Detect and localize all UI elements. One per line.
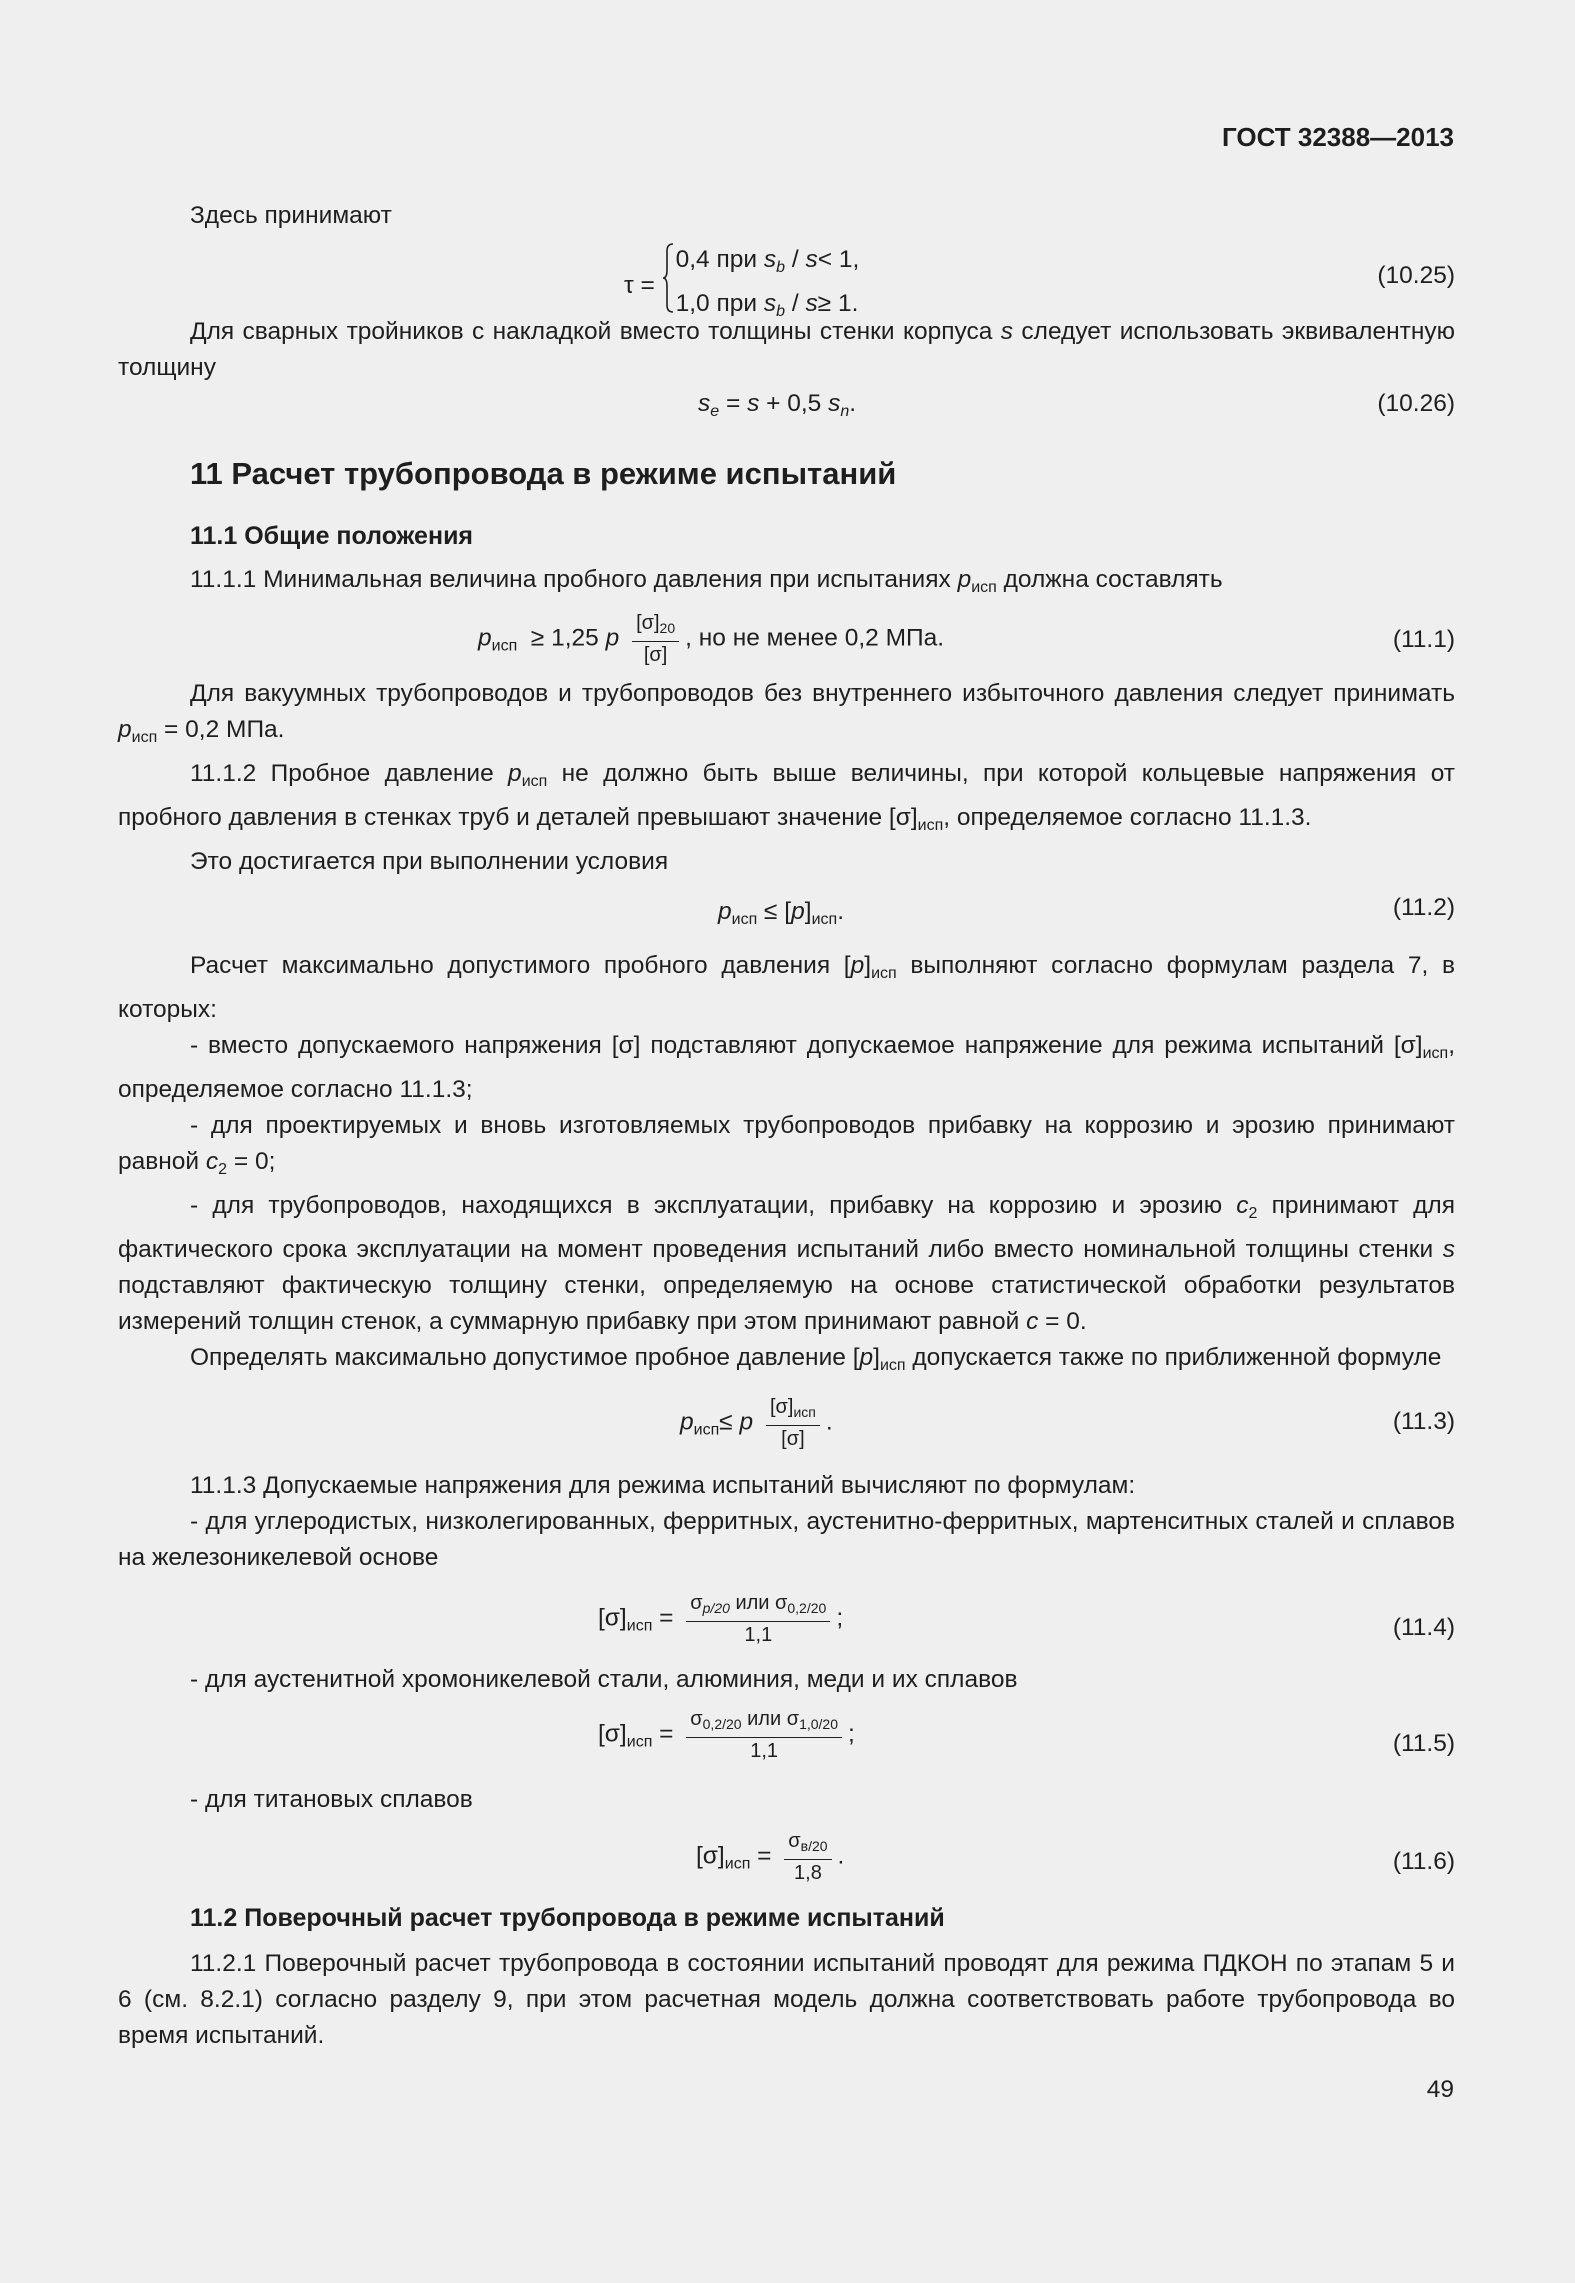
brace-icon: [662, 242, 674, 314]
equation-number: (11.6): [1392, 1848, 1455, 1875]
document-header: ГОСТ 32388—2013: [1222, 122, 1454, 152]
equation-number: (11.3): [1392, 1408, 1455, 1435]
equation-11-6-body: $[\sigma]_{исп}$ = $\frac{\sigma_{в/20}}{1,8}$ .: [696, 1830, 845, 1884]
equation-11-2: [118, 894, 1455, 930]
bullet-austenitic: - для аустенитной хромоникелевой стали, алюминия, меди и их сплавов: [190, 1666, 1018, 1693]
para-welded-tee: Для сварных тройников с накладкой вместо толщины стенки корпуса s следует использовать эквивалентную толщину: [118, 318, 1455, 381]
para-11-1-2: 11.1.2 Пробное давление $p_{исп}$ не должно быть выше величины, при которой кольцевые напряжения от пробного давления в стенках труб и деталей превышают значение $[\sigma]_{исп}$, определяемое согласно 11.1.3.: [118, 760, 1456, 834]
equation-11-4-body: $[\sigma]_{исп}$ = $\frac{\sigma_{p/20} или \sigma_{0,2/20}}{1,1}$ ;: [598, 1592, 844, 1646]
document-body: [118, 198, 1455, 2054]
case-1: 0,4 при $s_b / s< 1$,: [675, 246, 860, 276]
section-11-heading: 11 Расчет трубопровода в режиме испытаний: [190, 456, 897, 491]
para-achieved: Это достигается при выполнении условия: [190, 848, 669, 875]
para-approx: Определять максимально допустимое пробное давление $[p]_{исп}$ допускается также по приближенной формуле: [190, 1344, 1442, 1374]
equation-11-6: [118, 1828, 1455, 1906]
bullet-operating-pipelines: - для трубопроводов, находящихся в эксплуатации, прибавку на коррозию и эрозию $c_2$ принимают для фактического срока эксплуатации на момент проведения испытаний либо вместо номинальной толщины стенки s подставляют фактическую толщину стенки, определяемую на основе статистической обработки результатов измерений толщин стенок, а суммарную прибавку при этом принимают равной c = 0.: [118, 1192, 1455, 1335]
equation-11-2-body: $p_{исп} \le [p]_{исп}$.: [718, 898, 844, 928]
equation-10-25-body: [624, 242, 859, 330]
fraction: $\frac{\sigma_{0,2/20} или \sigma_{1,0/20}}{1,1}$: [686, 1706, 842, 1764]
bullet-titanium: - для титановых сплавов: [190, 1786, 473, 1813]
fraction: $\frac{[\sigma]_{исп}}{[\sigma]}$: [766, 1394, 820, 1452]
fraction: $\frac{[\sigma]_{20}}{[\sigma]}$: [632, 610, 679, 668]
equation-number: (10.26): [1377, 390, 1455, 417]
brace: [662, 242, 860, 330]
equation-11-5: [118, 1706, 1455, 1784]
equation-number: (11.4): [1392, 1614, 1455, 1641]
equation-11-1-body: $p_{исп} \ge 1,25$ p $\frac{[\sigma]_{20}}{[\sigma]}$ , но не менее 0,2 МПа.: [478, 612, 945, 666]
equation-number: (11.2): [1392, 894, 1455, 921]
para-vacuum: Для вакуумных трубопроводов и трубопроводов без внутреннего избыточного давления следует принимать $p_{исп} = 0,2$ МПа.: [118, 680, 1455, 746]
para-11-2-1: 11.2.1 Поверочный расчет трубопровода в состоянии испытаний проводят для режима ПДКОН по этапам 5 и 6 (см. 8.2.1) согласно разделу 9, при этом расчетная модель должна соответствовать работе трубопровода во время испытаний.: [118, 1950, 1455, 2049]
para-11-1-1: 11.1.1 Минимальная величина пробного давления при испытаниях $p_{исп}$ должна составлять: [190, 566, 1223, 596]
equation-11-3-body: $p_{исп}\le p$ $\frac{[\sigma]_{исп}}{[\sigma]}$ .: [680, 1396, 833, 1450]
equation-10-26-body: $s_e = s + 0,5$ $s_n$.: [698, 390, 857, 420]
equation-number: (10.25): [1377, 262, 1455, 289]
bullet-replace-sigma: - вместо допускаемого напряжения [σ] подставляют допускаемое напряжение для режима испытаний $[\sigma]_{исп}$, определяемое согласно 11.1.3;: [118, 1032, 1455, 1103]
equation-10-26: [118, 386, 1455, 422]
section-11-2-heading: 11.2 Поверочный расчет трубопровода в режиме испытаний: [190, 1904, 945, 1932]
equation-number: (11.5): [1392, 1730, 1455, 1757]
section-11-1-heading: 11.1 Общие положения: [190, 522, 474, 550]
equation-11-4: [118, 1590, 1455, 1668]
bullet-new-pipelines: - для проектируемых и вновь изготовляемых трубопроводов прибавку на коррозию и эрозию принимают равной $c_2 = 0$;: [118, 1112, 1455, 1178]
equation-11-5-body: $[\sigma]_{исп}$ = $\frac{\sigma_{0,2/20} или \sigma_{1,0/20}}{1,1}$ ;: [598, 1708, 855, 1762]
equation-11-3: [118, 1392, 1455, 1464]
equation-lhs: τ =: [624, 272, 655, 299]
para-calc: Расчет максимально допустимого пробного давления $[p]_{исп}$ выполняют согласно формулам раздела 7, в которых:: [118, 952, 1455, 1023]
page-number: 49: [1426, 2076, 1454, 2103]
fraction: $\frac{\sigma_{p/20} или \sigma_{0,2/20}}{1,1}$: [686, 1590, 830, 1648]
equation-number: (11.1): [1392, 626, 1455, 653]
equation-11-1: [118, 608, 1455, 672]
para-11-1-3: 11.1.3 Допускаемые напряжения для режима испытаний вычисляют по формулам:: [190, 1472, 1136, 1499]
equation-10-25: [118, 242, 1455, 320]
bullet-carbon-steels: - для углеродистых, низколегированных, ферритных, аустенитно-ферритных, мартенситных сталей и сплавов на железоникелевой основе: [118, 1508, 1455, 1571]
case-2: 1,0 при $s_b / s\ge 1$.: [675, 290, 859, 320]
intro-text: Здесь принимают: [190, 202, 392, 229]
fraction: $\frac{\sigma_{в/20}}{1,8}$: [784, 1828, 831, 1886]
